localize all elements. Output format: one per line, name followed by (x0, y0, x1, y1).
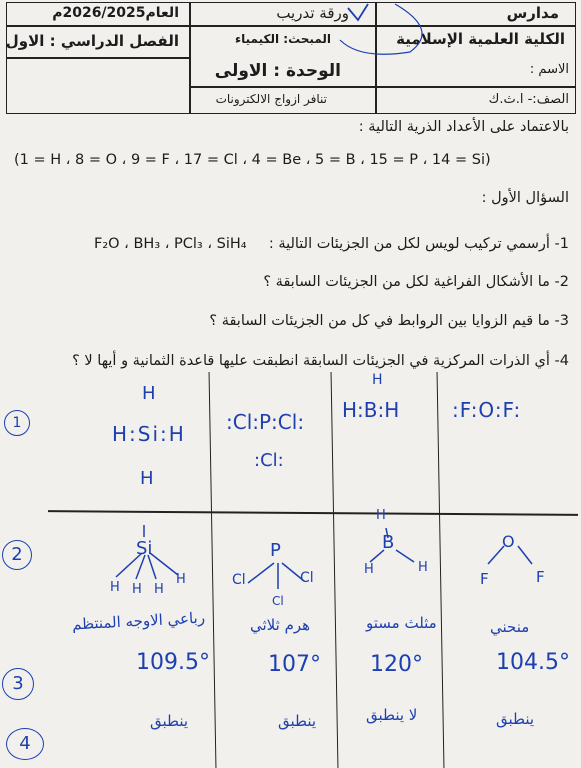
lesson-label: تنافر ازواج الالكترونات (215, 92, 327, 106)
angle-bh3: 120° (370, 652, 423, 677)
lewis-bh3-mid: H:B:H (342, 398, 400, 422)
shape-name-f2o: منحني (490, 618, 530, 636)
shape-name-bh3: مثلث مستو (366, 614, 437, 632)
angle-sih4: 109.5° (136, 650, 210, 675)
pen-scribble (300, 0, 500, 60)
unit-label: الوحدة : الاولى (214, 61, 341, 81)
grid-row-divider (48, 510, 578, 515)
college-label: الكلية العلمية الإسلامية (396, 30, 565, 48)
year-label: العام2026/2025م (52, 5, 179, 21)
lewis-pcl3-mid: :Cl:P:Cl: (226, 410, 305, 434)
lewis-bh3-top: H (372, 372, 383, 388)
shape-name-sih4: رباعي الاوجه المنتظم (71, 608, 206, 634)
shape-sih4-center: Si (136, 538, 153, 559)
shape-pcl3-center: P (270, 540, 281, 561)
intro-text: بالاعتماد على الأعداد الذرية التالية : (358, 119, 569, 135)
row-number-1: 1 (4, 410, 30, 436)
class-label: الصف:- ا.ث.ك (488, 92, 569, 107)
header-col-divider (189, 2, 191, 114)
question-3: 3- ما قيم الزوايا بين الروابط في كل من الجزيئات السابقة ؟ (209, 313, 569, 329)
lewis-f2o-mid: :F:O:F: (452, 398, 522, 422)
shape-bh3-ligand: H (376, 508, 386, 523)
subject-label: المبحث: الكيمياء (235, 32, 331, 46)
worksheet-label: ورقة تدريب (276, 4, 349, 22)
octet-pcl3: ينطبق (278, 712, 317, 730)
header-row-divider (6, 57, 189, 59)
shape-sih4-ligand: H (110, 580, 120, 595)
octet-bh3: لا ينطبق (366, 706, 418, 724)
lewis-sih4-bottom: H (140, 468, 154, 489)
question-4: 4- أي الذرات المركزية في الجزيئات السابقة انطبقت عليها قاعدة الثمانية و أيها لا ؟ (72, 353, 569, 369)
shape-bh3-center: B (382, 532, 395, 553)
semester-label: الفصل الدراسي : الاول (5, 32, 179, 50)
shape-f2o-ligand: F (480, 570, 489, 588)
shape-pcl3-ligand: Cl (232, 572, 246, 588)
atomic-numbers: (1 = H ، 8 = O ، 9 = F ، 17 = Cl ، 4 = Be ، 5 = B ، 15 = P ، 14 = Si) (14, 152, 491, 168)
row-number-3: 3 (2, 668, 34, 700)
shape-pcl3-ligand: Cl (300, 570, 314, 586)
lewis-sih4-mid: H:Si:H (112, 422, 186, 446)
shape-f2o-center: O (502, 532, 515, 551)
lewis-pcl3-bottom: :Cl: (254, 450, 284, 471)
shape-name-pcl3: هرم ثلاثي (250, 616, 311, 634)
row-number-4: 4 (6, 728, 44, 760)
grid-separator (209, 372, 217, 768)
octet-sih4: ينطبق (150, 712, 189, 730)
name-label: الاسم : (529, 62, 569, 77)
header-row-divider (189, 86, 576, 88)
question-title: السؤال الأول : (481, 190, 569, 206)
shape-f2o-ligand: F (536, 568, 545, 586)
question-1: 1- أرسمي تركيب لويس لكل من الجزيئات التالية : (268, 236, 569, 252)
question-2: 2- ما الأشكال الفراغية لكل من الجزيئات السابقة ؟ (263, 274, 569, 290)
angle-f2o: 104.5° (496, 650, 570, 675)
shape-sih4-ligand: H (154, 582, 164, 597)
row-number-2: 2 (2, 540, 32, 570)
shape-bh3-ligand: H (418, 560, 428, 575)
octet-f2o: ينطبق (496, 710, 535, 728)
angle-pcl3: 107° (268, 652, 321, 677)
shape-sih4-ligand: H (176, 572, 186, 587)
shape-pcl3-ligand: Cl (272, 594, 284, 608)
lewis-sih4-top: H (142, 383, 156, 404)
shape-bh3-ligand: H (364, 562, 374, 577)
shape-sih4-ligand: H (132, 582, 142, 597)
schools-label: مدارس (506, 4, 559, 22)
question-1-molecules: F₂O ، BH₃ ، PCl₃ ، SiH₄ (94, 236, 247, 252)
grid-separator (331, 372, 339, 768)
